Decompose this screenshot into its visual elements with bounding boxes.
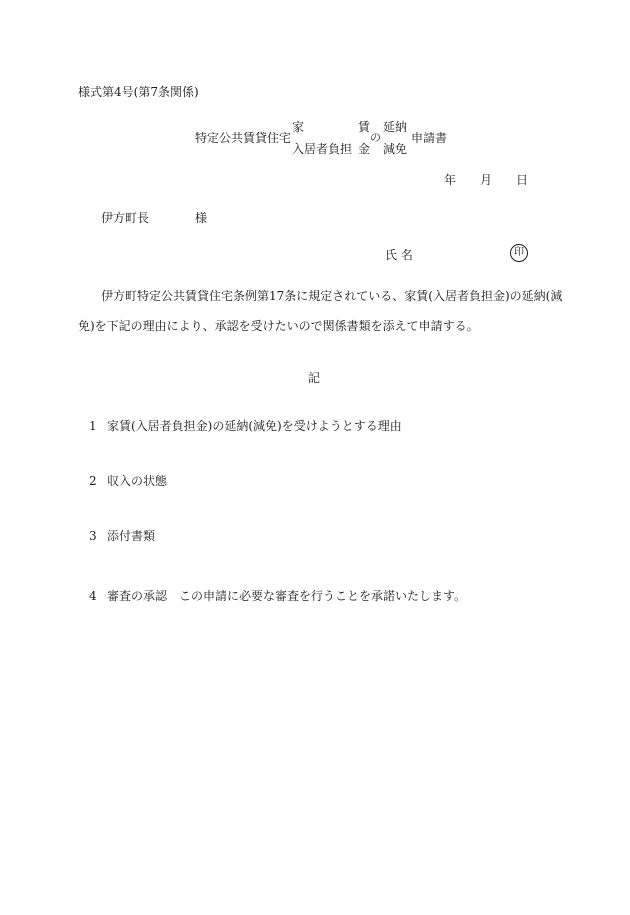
addressee-honorific: 様 [195,211,208,225]
date-day-label: 日 [516,173,529,187]
title-suffix: 申請書 [411,131,448,145]
item-number: 2 [89,474,97,488]
list-item [89,530,155,542]
list-item [89,420,402,432]
title-stack-c-bottom: 減免 [383,142,408,156]
title-connector: の [370,131,381,144]
ki-heading: 記 [308,371,321,385]
item-number: 1 [89,419,97,433]
body-text-line-2: 免)を下記の理由により、承認を受けたいので関係書類を添えて申請する。 [78,319,479,333]
title-stack-b-top: 賃 [358,120,371,134]
item-text: 添付書類 [107,529,156,543]
item-text: 家賃(入居者負担金)の延納(減免)を受けようとする理由 [107,419,402,433]
title-stack-b-bottom: 金 [358,142,371,156]
title-stack-a-top: 家 [292,120,305,134]
list-item [89,590,466,602]
item-number: 4 [89,589,97,603]
item-number: 3 [89,529,97,543]
date-year-label: 年 [444,173,457,187]
title-stack-a-bottom: 入居者負担 [292,142,353,156]
list-item [89,475,167,487]
form-number: 様式第4号(第7条関係) [78,85,199,99]
addressee-name: 伊方町長 [101,211,150,225]
item-text: 審査の承認 この申請に必要な審査を行うことを承諾いたします。 [107,589,467,603]
document-title [195,118,475,156]
applicant-name-label: 氏 名 [385,248,413,262]
date-month-label: 月 [480,173,493,187]
seal-icon: 印 [510,244,528,262]
title-main: 特定公共賃貸住宅 [195,131,292,145]
body-text-line-1: 伊方町特定公共賃貸住宅条例第17条に規定されている、家賃(入居者負担金)の延納(減 [101,289,563,303]
item-text: 収入の状態 [107,474,168,488]
title-stack-c-top: 延納 [383,120,408,134]
